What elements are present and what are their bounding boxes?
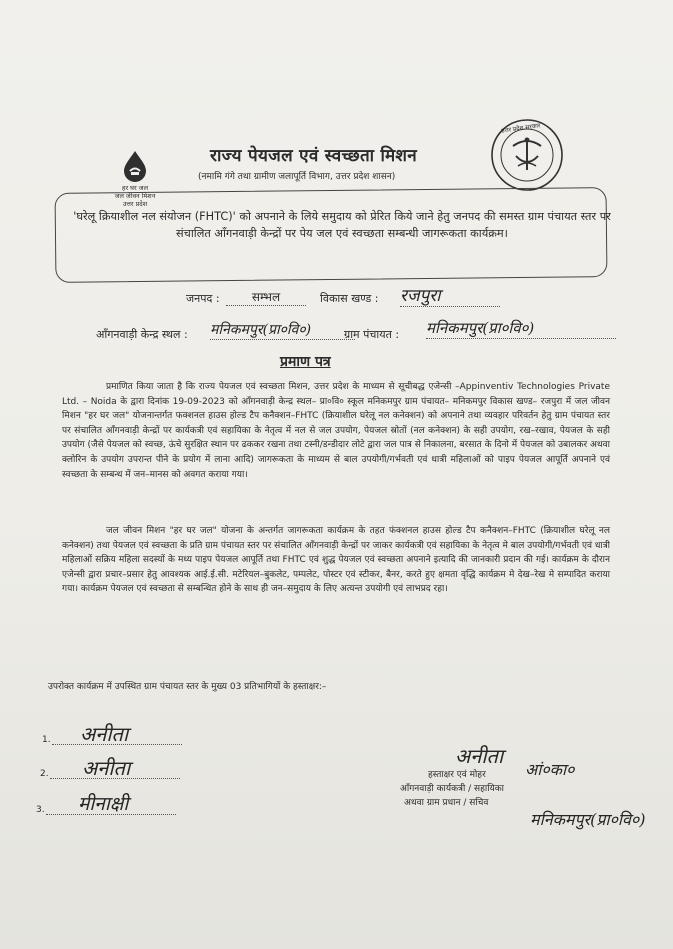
participant-signature-2: अनीता bbox=[82, 756, 131, 780]
logo-line-3: उत्तर प्रदेश bbox=[122, 200, 148, 208]
anganwadi-label: ऑंगनवाड़ी केन्द्र स्थल : bbox=[96, 328, 188, 341]
seal-text: उत्तर प्रदेश सरकार bbox=[500, 122, 541, 135]
gram-panchayat-value: मनिकमपुर(प्रा०वि०) bbox=[426, 318, 616, 339]
participant-signature-1: अनीता bbox=[80, 722, 129, 746]
participant-number-3: 3. bbox=[36, 805, 45, 815]
logo-line-2: जल जीवन मिशन bbox=[114, 192, 156, 200]
pradhan-label: अथवा ग्राम प्रधान / सचिव bbox=[404, 798, 489, 808]
certificate-paragraph-2: जल जीवन मिशन "हर घर जल" योजना के अन्तर्गत जागरूकता कार्यक्रम के तहत फंक्शनल हाउस होल्ड टैप कनैक्शन–FHTC (क्रियाशील घरेलू नल कनेक्शन) तथा पेयजल एवं स्वच्छता के प्रति ग्राम पंचायत स्तर पर संचालित ऑंगनवाड़ी केन्द्रों पर जाकर कार्यकत्री एवं सहायिका के नेतृत्व मे बाल उपयोगी/गर्भवती एवं धात्री महिलाओं सक्रिय महिला सदस्यों के मध्य पाइप पेयजल आपूर्ति तथा FHTC एवं शुद्ध पेयजल एवं स्वच्छता अपनाने इत्यादि की जानकारी प्रदान की गई। कार्यक्रम के दौरान एजेन्सी द्वारा प्रचार–प्रसार हेतु आवश्यक आई.ई.सी. मटेरियल–बुकलेट, पम्पलेट, पोस्टर एवं स्टीकर, बैनर, करते हुए क्षमता वृद्धि कार्यक्रम मे देख–रेख मे सम्पादित कराया गया। कार्यक्रम पेयजल एवं स्वच्छता से सम्बन्धित होने के साथ ही जन–समुदाय के लिए अत्यन्त उपयोगी एवं लाभप्रद रहा। bbox=[62, 526, 610, 595]
logo-line-1: हर घर जल bbox=[122, 184, 148, 192]
certificate-paragraph-1: प्रमाणित किया जाता है कि राज्य पेयजल एवं स्वच्छता मिशन, उत्तर प्रदेश के माध्यम से सूचीबद्ध एजेन्सी –Appinventiv Technologies Private Ltd. – Noida के द्वारा दिनांक 19-09-2023 को ऑंगनवाड़ी केन्द्र स्थल– प्रा०वि० स्कूल मनिकमपुर ग्राम पंचायत– मनिकमपुर विकास खण्ड– रजपुरा में जल जीवन मिशन "हर घर जल" योजनान्तर्गत फक्शनल हाउस होल्ड टैप कनैक्शन–FHTC (क्रियाशील घरेलू नल कनेक्शन) को अपनाने तथा व्यवहार परिवर्तन हेतु ग्राम पंचायत स्तर पर संचालित ऑंगनवाड़ी केन्द्रों पर कार्यकत्री एवं सहायिका के नेतृत्व में नल से जल उपयोग, पेयजल स्रोतों (नल कनेक्शन) के सही उपयोग, रख–रखाव, पेयजल के सही उपयोग (जैसे पेयजल को स्वच्छ, ऊंचे सुरक्षित स्थान पर ढककर रखना तथा टस्नी/डन्डीदार लोटे द्वारा जल पात्र से निकालना, बरसात के दिनो में पेयजल को उबालकर अथवा क्लोरिन के उपयोग उपरान्त पीने के प्रयोग में लाना आदि) जागरूकता के माध्यम से बाल उपयोगी/गर्भवती एवं धात्री महिलाओं को पाइप पेयजल आपूर्ति अपनाने एवं स्वच्छता के सम्बन्ध में जन–मानस को अवगत कराया गया। bbox=[62, 382, 610, 480]
anganwadi-value: मनिकमपुर(प्रा०वि०) bbox=[210, 320, 355, 340]
janpad-value: सम्भल bbox=[226, 288, 306, 306]
water-drop-icon bbox=[120, 150, 150, 182]
certificate-heading: प्रमाण पत्र bbox=[280, 354, 331, 370]
mission-title: राज्य पेयजल एवं स्वच्छता मिशन bbox=[210, 146, 418, 166]
participant-number-2: 2. bbox=[40, 769, 49, 779]
gram-panchayat-label: ग्राम पंचायत : bbox=[344, 328, 400, 341]
vikas-khand-label: विकास खण्ड : bbox=[320, 292, 379, 305]
official-signature: अनीता bbox=[455, 744, 504, 768]
program-banner-text: 'घरेलू क्रियाशील नल संयोजन (FHTC)' को अपनाने के लिये समुदाय को प्रेरित किये जाने हेतु जनपद की समस्त ग्राम पंचायत स्तर पर संचालित ऑंगनवाड़ी केन्द्रों पर पेय जल एवं स्वच्छता सम्बन्धी जागरूकता कार्यक्रम। bbox=[73, 210, 611, 240]
participant-number-1: 1. bbox=[42, 735, 51, 745]
official-stamp-mark: आं०का० bbox=[525, 760, 575, 779]
worker-label: ऑंगनवाड़ी कार्यकत्री / सहायिका bbox=[400, 784, 505, 794]
participant-signature-3: मीनाक्षी bbox=[78, 793, 129, 815]
signature-and-seal-label: हस्ताक्षर एवं मोहर bbox=[428, 770, 486, 780]
department-subtitle: (नमामि गंगे तथा ग्रामीण जलापूर्ति विभाग, उत्तर प्रदेश शासन) bbox=[198, 172, 396, 182]
vikas-khand-value: रजपुरा bbox=[400, 283, 500, 307]
attendance-intro: उपरोक्त कार्यक्रम में उपस्थित ग्राम पंचायत स्तर के मुख्य 03 प्रतिभागियों के हस्ताक्षर:– bbox=[48, 682, 327, 692]
janpad-label: जनपद : bbox=[186, 292, 220, 305]
official-handwritten-place: मनिकमपुर(प्रा०वि०) bbox=[530, 810, 646, 829]
